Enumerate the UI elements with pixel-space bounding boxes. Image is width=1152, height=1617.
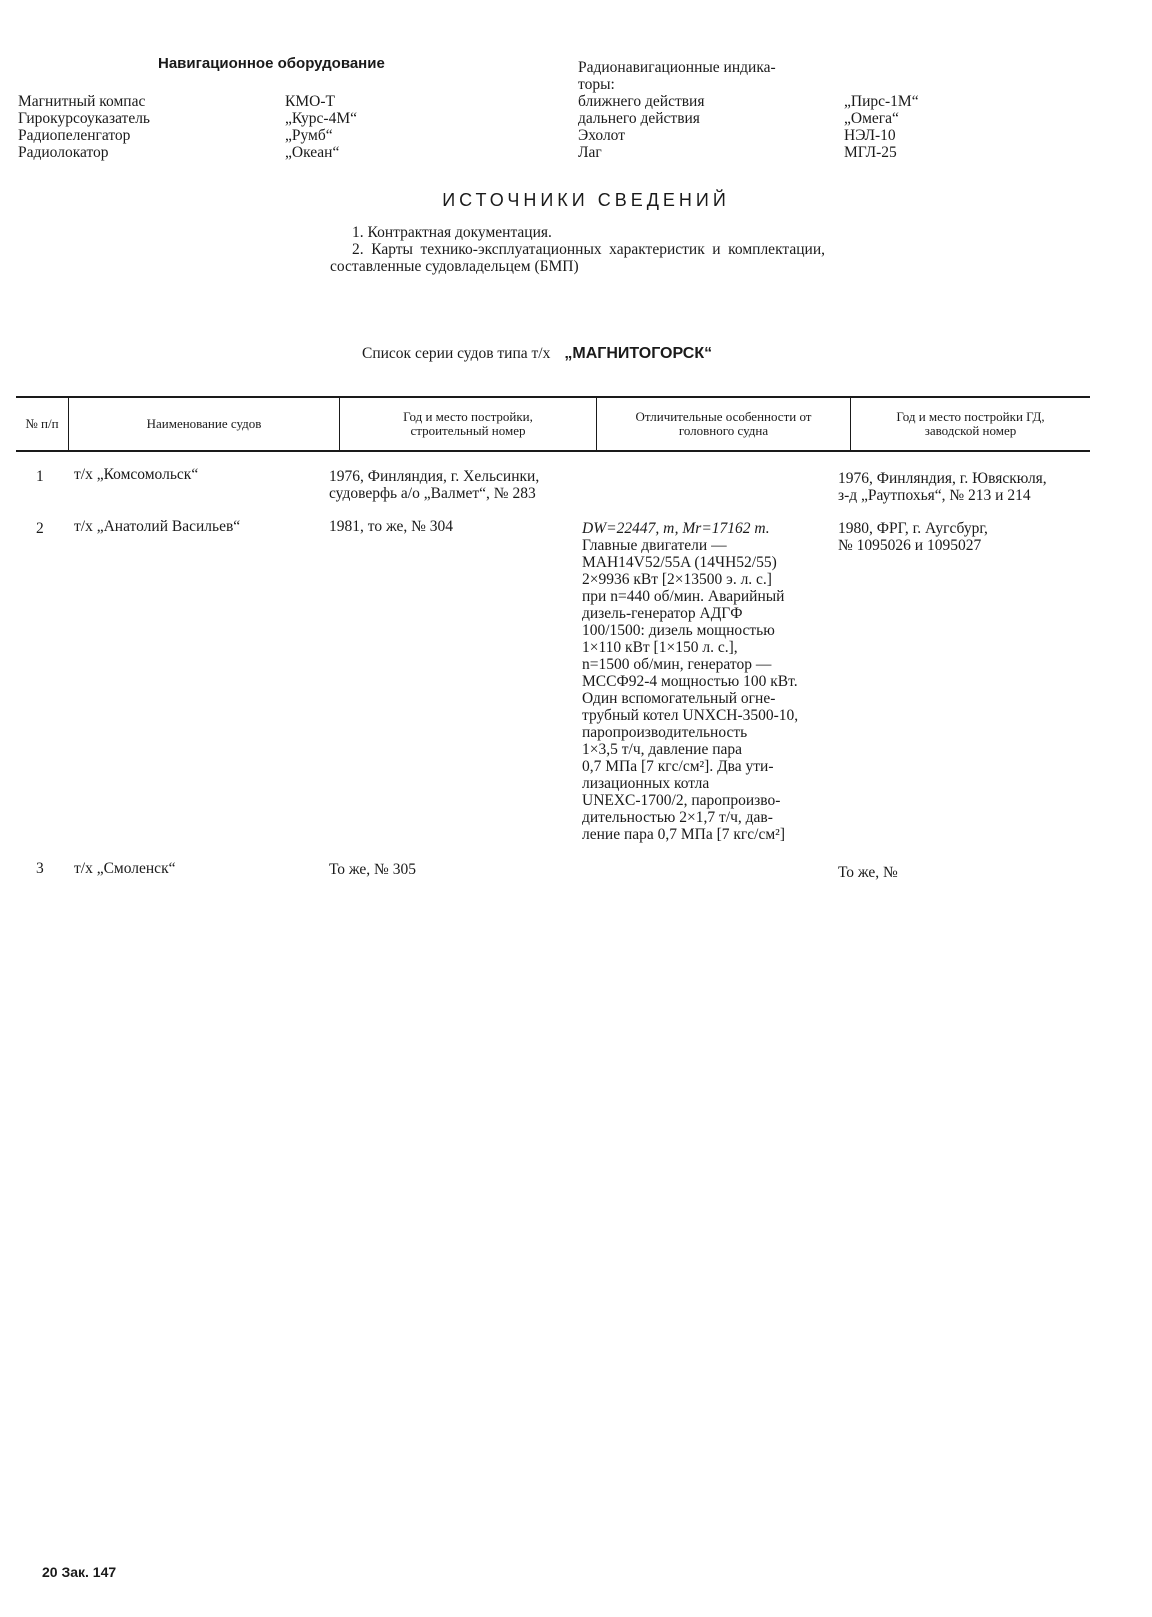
row-number: 1 (36, 468, 44, 485)
nav-value: „Курс-4М“ (285, 110, 358, 127)
nav-value: „Океан“ (285, 144, 340, 161)
nav-value (844, 59, 919, 76)
nav-label: торы: (578, 76, 615, 93)
nav-value: НЭЛ-10 (844, 127, 896, 144)
feature-line: МАН14V52/55A (14ЧН52/55) (582, 554, 777, 571)
built-line: 1981, то же, № 304 (329, 518, 453, 535)
feature-line: UNEXC-1700/2, паропроизво- (582, 792, 781, 809)
nav-value: „Омега“ (844, 110, 899, 127)
ship-built (329, 518, 453, 535)
engine-built (838, 864, 898, 881)
column-header-name: Наименование судов (68, 398, 339, 450)
nav-value: „Румб“ (285, 127, 333, 144)
engine-line: з-д „Раутпохья“, № 213 и 214 (838, 487, 1031, 504)
column-header-features: Отличительные особенности от головного судна (596, 398, 850, 450)
feature-line: трубный котел UNXCH-3500-10, (582, 707, 799, 724)
ship-name: т/х „Комсомольск“ (74, 466, 199, 483)
nav-label: Радиолокатор (18, 144, 109, 161)
column-header-built: Год и место постройки, строительный номер (339, 398, 596, 450)
engine-line: То же, № (838, 864, 898, 881)
feature-line: 1×110 кВт [1×150 л. с.], (582, 639, 738, 656)
built-line: судоверфь а/о „Валмет“, № 283 (329, 485, 536, 502)
list-title-prefix: Список серии судов типа т/х (362, 345, 551, 362)
engine-line: 1976, Финляндия, г. Ювяскюля, (838, 470, 1047, 487)
nav-right-values (844, 59, 919, 161)
nav-label: Гирокурсоуказатель (18, 110, 150, 127)
feature-line: 100/1500: дизель мощностью (582, 622, 775, 639)
list-title (362, 345, 712, 363)
nav-value: КМО-Т (285, 93, 335, 110)
nav-left-values (285, 93, 357, 161)
engine-built (838, 470, 1047, 504)
nav-value: МГЛ-25 (844, 144, 897, 161)
row-number: 2 (36, 520, 44, 537)
feature-line: Один вспомогательный огне- (582, 690, 776, 707)
engine-line: № 1095026 и 1095027 (838, 537, 982, 554)
feature-line: ление пара 0,7 МПа [7 кгс/см²] (582, 826, 785, 843)
feature-line: дительностью 2×1,7 т/ч, дав- (582, 809, 773, 826)
nav-label: Магнитный компас (18, 93, 146, 110)
source-item: 2. Карты технико-эксплуатационных характеристик и комплектации, составленные судовладельцем (БМП) (330, 241, 825, 275)
column-header-number: № п/п (25, 416, 59, 431)
feature-line: DW=22447, т, Mr=17162 т. (582, 520, 770, 537)
list-title-ship: „МАГНИТОГОРСК“ (564, 345, 713, 362)
page-footer: 20 Зак. 147 (42, 1564, 117, 1580)
feature-line: 2×9936 кВт [2×13500 э. л. с.] (582, 571, 772, 588)
feature-line: 1×3,5 т/ч, давление пара (582, 741, 743, 758)
built-line: 1976, Финляндия, г. Хельсинки, (329, 468, 540, 485)
nav-label: дальнего действия (578, 110, 700, 127)
navigation-title: Навигационное оборудование (158, 55, 385, 72)
row-number: 3 (36, 860, 44, 877)
column-header-engine: Год и место постройки ГД, заводской номер (850, 398, 1090, 450)
feature-line: Главные двигатели — (582, 537, 727, 554)
feature-line: лизационных котла (582, 775, 710, 792)
built-line: То же, № 305 (329, 861, 416, 878)
feature-line: n=1500 об/мин, генератор — (582, 656, 772, 673)
nav-value (844, 76, 919, 93)
feature-line: паропроизводительность (582, 724, 748, 741)
sources-list (330, 224, 825, 275)
engine-built (838, 520, 988, 554)
ship-name: т/х „Смоленск“ (74, 860, 176, 877)
nav-label: ближнего действия (578, 93, 705, 110)
table-header (16, 396, 1090, 452)
feature-line: МССФ92-4 мощностью 100 кВт. (582, 673, 798, 690)
source-item: 1. Контрактная документация. (352, 224, 552, 241)
nav-label: Лаг (578, 144, 602, 161)
engine-line: 1980, ФРГ, г. Аугсбург, (838, 520, 988, 537)
sources-title: ИСТОЧНИКИ СВЕДЕНИЙ (442, 190, 730, 210)
ship-built (329, 468, 539, 502)
nav-value: „Пирс-1М“ (844, 93, 919, 110)
nav-label: Радиопеленгатор (18, 127, 131, 144)
ship-built (329, 861, 416, 878)
nav-label: Эхолот (578, 127, 625, 144)
nav-left-labels (18, 93, 150, 161)
nav-label: Радионавигационные индика- (578, 59, 776, 76)
nav-right-labels (578, 59, 776, 161)
feature-line: дизель-генератор АДГФ (582, 605, 743, 622)
feature-line: при n=440 об/мин. Аварийный (582, 588, 785, 605)
ship-name: т/х „Анатолий Васильев“ (74, 518, 241, 535)
feature-line: 0,7 МПа [7 кгс/см²]. Два ути- (582, 758, 774, 775)
ship-features (582, 520, 825, 843)
